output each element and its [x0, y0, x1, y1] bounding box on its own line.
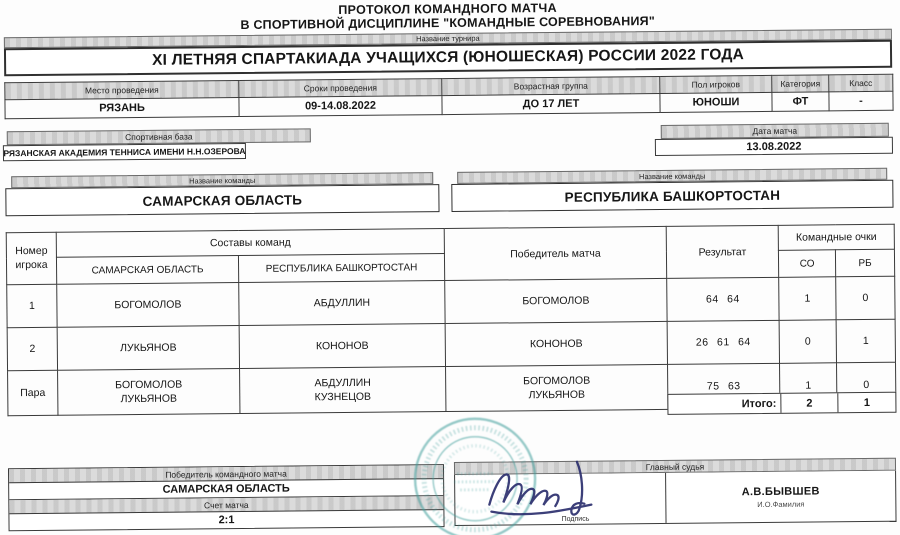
sports-base-label: Спортивная база: [7, 128, 311, 145]
total-so-value: 2: [780, 393, 837, 413]
total-rb-value: 1: [837, 393, 895, 413]
signature-cell: [455, 473, 666, 525]
row3-winner: [446, 364, 668, 411]
match-score-value: 2:1: [218, 514, 235, 527]
age-group-label: Возрастная группа: [442, 76, 660, 95]
match-winner-value: САМАРСКАЯ ОБЛАСТЬ: [9, 479, 443, 500]
venue-label: Место проведения: [5, 81, 239, 100]
row1-team2-player: АБДУЛЛИН: [239, 281, 445, 326]
chief-referee-label: Главный судья: [454, 458, 896, 475]
row2-rb: 1: [836, 319, 895, 363]
results-header-row-1: [6, 224, 894, 258]
referee-name-cell: [666, 471, 895, 523]
team1-box: [5, 172, 439, 214]
row3-winner-1: БОГОМОЛОВ: [523, 374, 591, 388]
results-table: [6, 224, 897, 417]
referee-name: А.В.БЫВШЕВ: [741, 484, 820, 498]
lineups-header: Составы команд: [56, 229, 444, 258]
document-title: ПРОТОКОЛ КОМАНДНОГО МАТЧА: [338, 0, 557, 18]
match-winner-block: [8, 464, 445, 531]
chief-referee-block: [454, 458, 897, 526]
team1-column-header: САМАРСКАЯ ОБЛАСТЬ: [56, 256, 238, 285]
row2-result: 26 61 64: [667, 320, 779, 364]
row3-result: 75 63: [668, 363, 780, 409]
row2-team1-player: ЛУКЬЯНОВ: [57, 326, 239, 371]
team2-column-header: РЕСПУБЛИКА БАШКОРТОСТАН: [238, 254, 444, 283]
team1-name-label: Название команды: [11, 172, 433, 188]
match-info-table: [4, 74, 893, 120]
row3-team2-player-1: АБДУЛЛИН: [314, 376, 371, 390]
row2-number: 2: [7, 327, 57, 370]
row2-winner: КОНОНОВ: [445, 321, 667, 366]
row1-so: 1: [779, 277, 836, 321]
row3-rb: 0: [837, 362, 896, 408]
row3-team2-player-2: КУЗНЕЦОВ: [314, 390, 372, 404]
team2-name-label: Название команды: [457, 168, 887, 184]
team2-box: [451, 168, 893, 210]
referee-name-sublabel: И.О.Фамилия: [757, 499, 805, 509]
row1-result: 64 64: [667, 277, 779, 321]
class-label: Класс: [829, 74, 893, 92]
points-rb-header: РБ: [835, 249, 894, 277]
points-so-header: СО: [778, 250, 835, 278]
totals-label: Итого:: [741, 397, 777, 410]
dates-label: Сроки проведения: [239, 79, 442, 98]
class-value: -: [829, 91, 893, 111]
row3-team2-players: [240, 367, 446, 414]
winner-header: Победитель матча: [444, 226, 666, 280]
totals-row: [667, 392, 896, 415]
tournament-name-label: Название турнира: [4, 29, 892, 49]
match-winner-label: Победитель командного матча: [9, 465, 443, 483]
row1-team1-player: БОГОМОЛОВ: [57, 283, 239, 328]
row3-team1-player-2: ЛУКЬЯНОВ: [120, 392, 178, 406]
row2-team2-player: КОНОНОВ: [239, 324, 445, 369]
team1-name: САМАРСКАЯ ОБЛАСТЬ: [5, 184, 439, 216]
match-score-label: Счет матча: [9, 496, 443, 514]
row3-so: 1: [780, 363, 837, 409]
row3-team1-player-1: БОГОМОЛОВ: [115, 378, 183, 392]
team2-name: РЕСПУБЛИКА БАШКОРТОСТАН: [451, 180, 893, 212]
gender-value: ЮНОШИ: [660, 92, 772, 112]
row1-rb: 0: [836, 276, 895, 320]
row1-winner: БОГОМОЛОВ: [445, 278, 667, 323]
tournament-name: XI ЛЕТНЯЯ СПАРТАКИАДА УЧАЩИХСЯ (ЮНОШЕСКАЯ) РОССИИ 2022 ГОДА: [4, 40, 892, 77]
category-value: ФТ: [772, 92, 829, 112]
row2-so: 0: [779, 320, 836, 364]
referee-cells: [454, 471, 896, 526]
category-label: Категория: [772, 75, 829, 93]
match-date-label: Дата матча: [661, 123, 889, 139]
referee-signature-icon: [481, 457, 644, 523]
gender-label: Пол игроков: [660, 75, 772, 93]
row1-number: 1: [7, 284, 57, 327]
dates-value: 09-14.08.2022: [239, 96, 442, 117]
document-subtitle: В СПОРТИВНОЙ ДИСЦИПЛИНЕ "КОМАНДНЫЕ СОРЕВНОВАНИЯ": [240, 14, 656, 32]
result-header: Результат: [666, 225, 778, 278]
team-points-header: Командные очки: [778, 224, 894, 250]
match-date-value: 13.08.2022: [655, 137, 893, 156]
row3-team1-players: [58, 369, 240, 416]
age-group-value: ДО 17 ЛЕТ: [442, 93, 660, 114]
venue-value: РЯЗАНЬ: [5, 98, 239, 119]
sports-base-value: РЯЗАНСКАЯ АКАДЕМИЯ ТЕННИСА ИМЕНИ Н.Н.ОЗЕРОВА: [3, 143, 246, 161]
row3-number: Пара: [8, 370, 58, 415]
player-number-header: Номер игрока: [6, 232, 56, 284]
signature-label: Подпись: [561, 515, 590, 523]
row3-winner-2: ЛУКЬЯНОВ: [528, 388, 586, 402]
